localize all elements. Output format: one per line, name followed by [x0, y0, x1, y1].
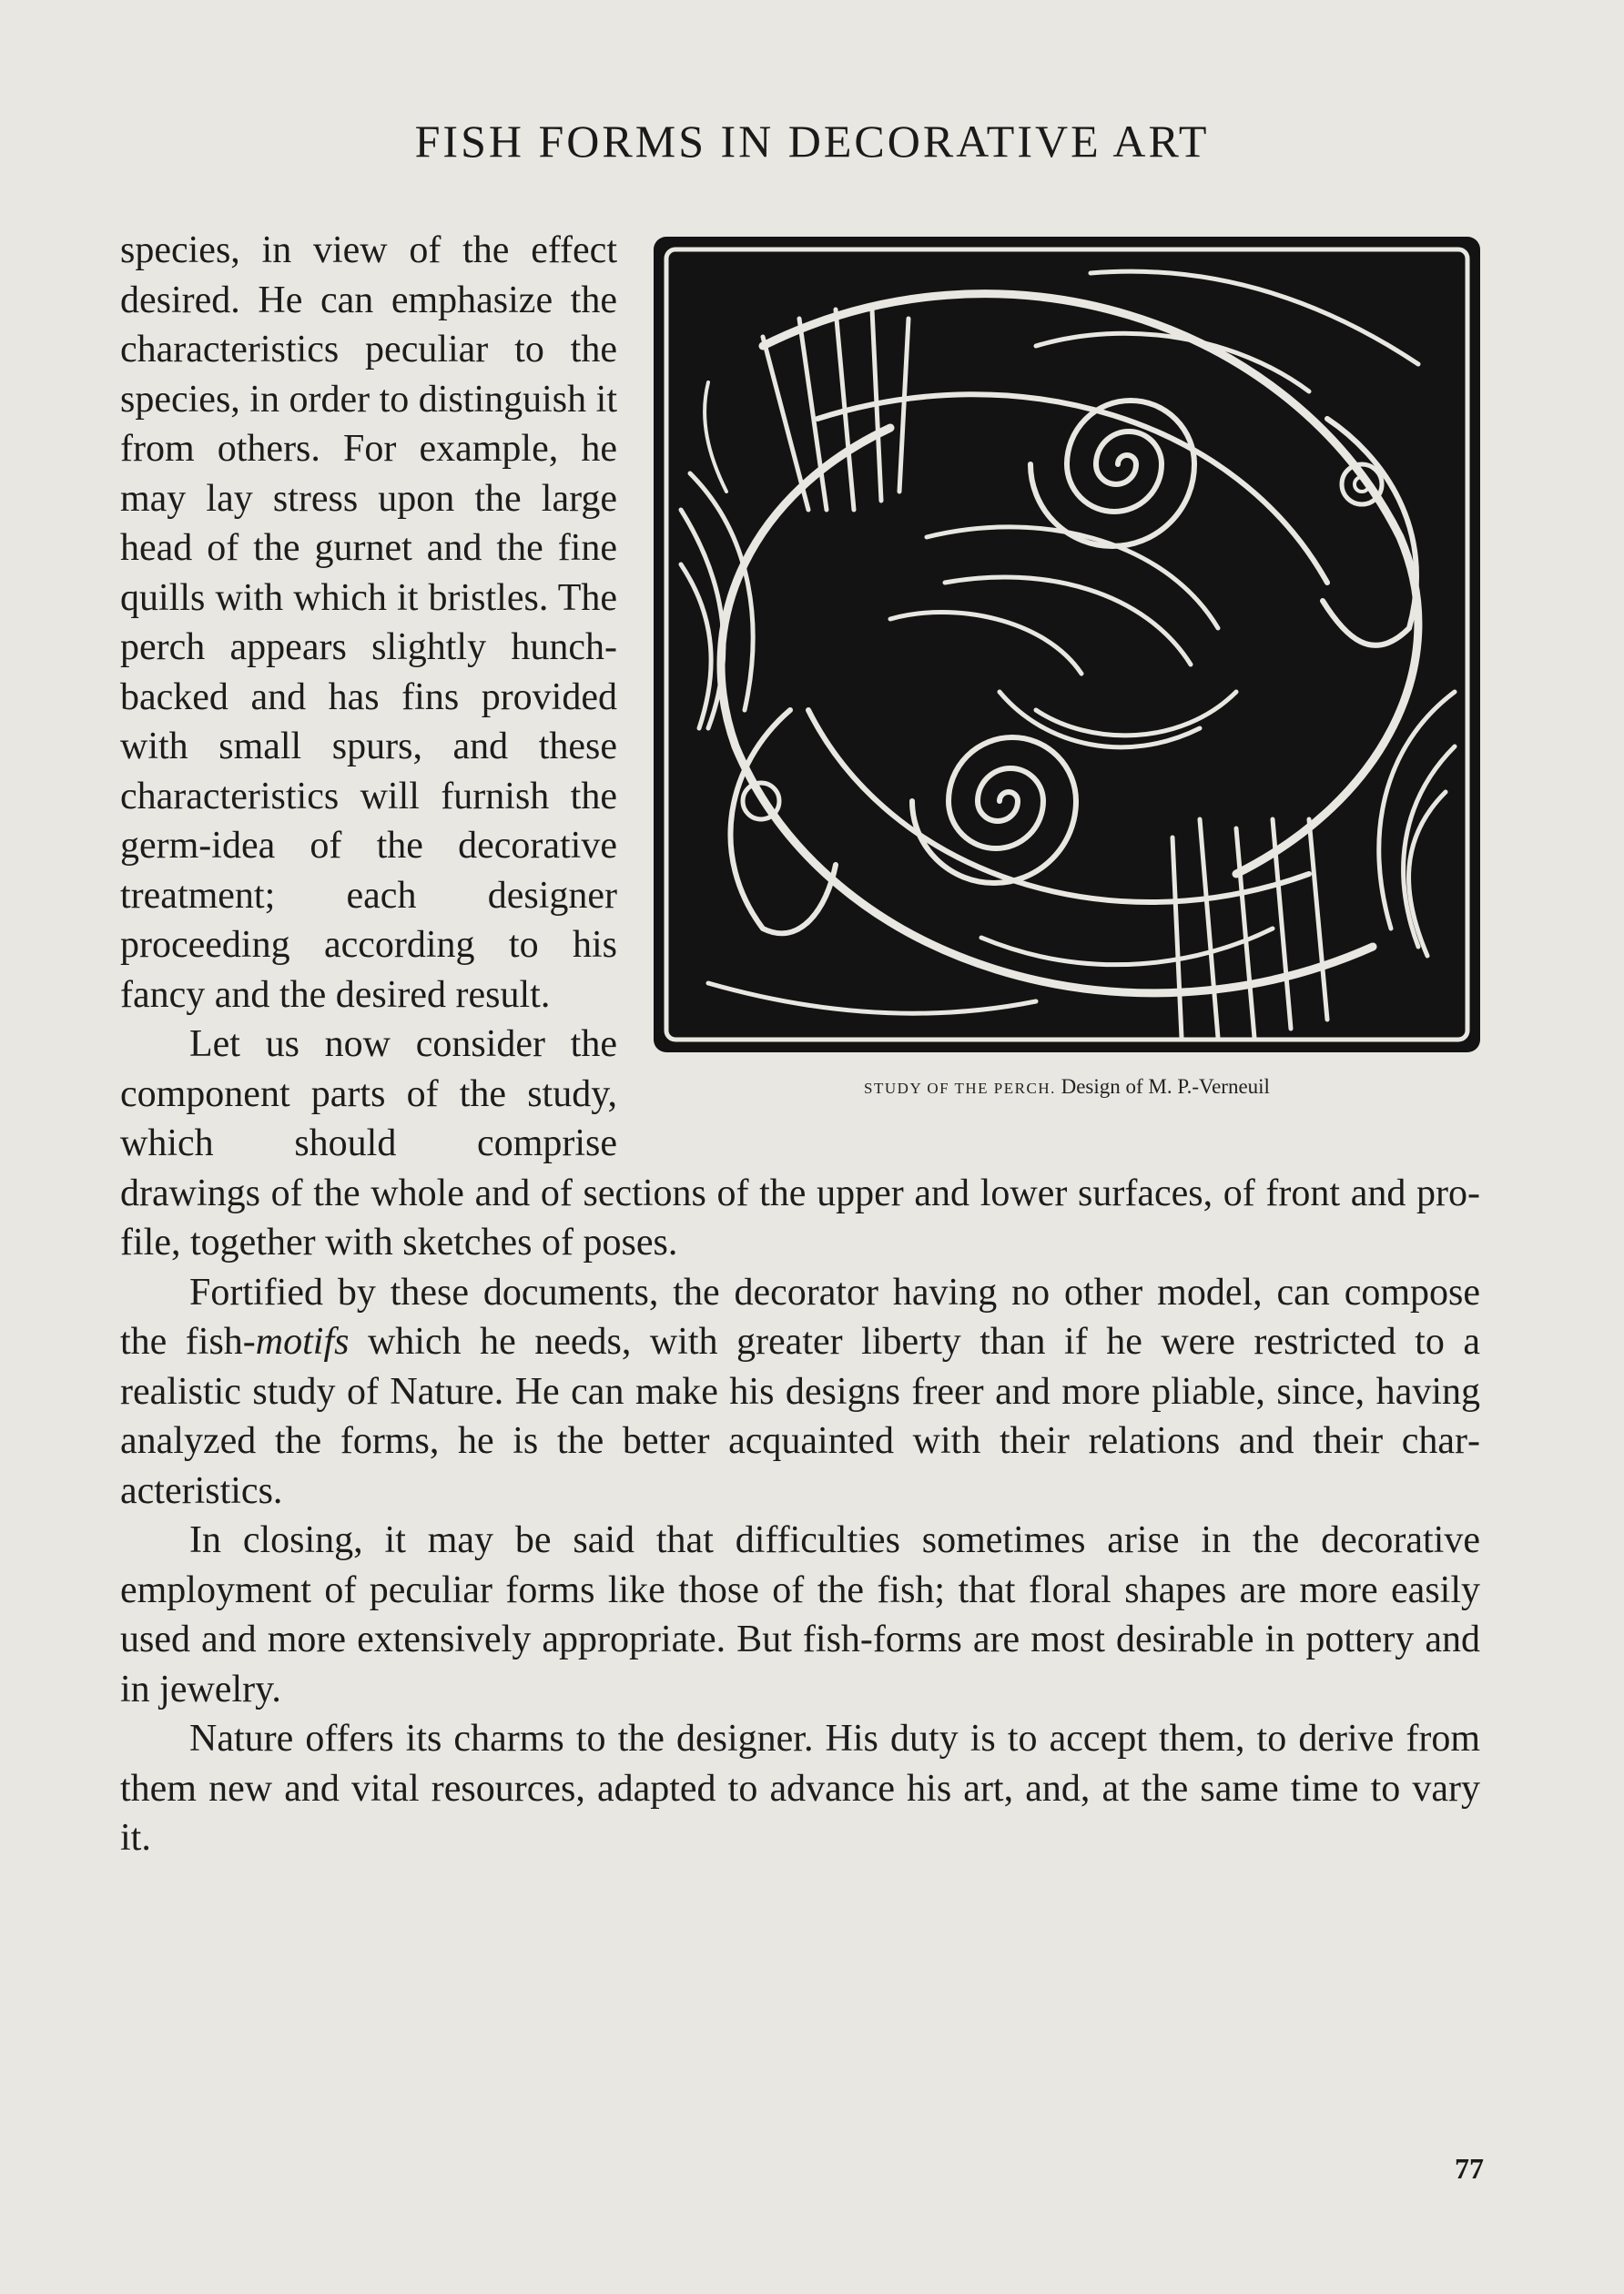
perch-illustration: [654, 237, 1480, 1052]
paragraph-1: species, in view of the effect desired. He can emphasize the characteristics peculiar to the species, in order to distinguish it from others. For example, he may lay stress upon the large head of the gurnet and the fine quills with which it bristles. The perch appears slightly hunchbacked and has fins provided with small spurs, and these characteristics will furnish the germ-idea of the decorative treatment; each designer proceeding according to his fancy and the desired result.: [120, 229, 617, 1016]
paragraph-3: [120, 1268, 1480, 1517]
body-text: [120, 226, 1480, 1863]
paragraph-3-text-b: which he needs, with greater liberty than if he were restricted to a realistic study of Nature. He can make his designs freer and more pliable, since, having analyzed the forms, he is the better acquainted with their relations and their characteristics.: [120, 1321, 1480, 1512]
paragraph-5: Nature offers its charms to the designer. His duty is to accept them, to derive from them new and vital resources, adapted to advance his art, and, at the same time to vary it.: [120, 1718, 1480, 1859]
caption-credit: Design of M. P.-Verneuil: [1061, 1075, 1270, 1098]
page-number: 77: [1455, 2152, 1484, 2185]
paragraph-3-italic: motifs: [255, 1321, 350, 1363]
figure-caption: [654, 1074, 1480, 1101]
paragraph-4: In closing, it may be said that difficulties sometimes arise in the decorative employment of peculiar forms like those of the fish; that floral shapes are more easily used and more extensively appropriate. But fish-forms are most desirable in pottery and in jewelry.: [120, 1519, 1480, 1710]
perch-woodcut-graphic: [654, 237, 1480, 1052]
running-header: FISH FORMS IN DECORATIVE ART: [414, 116, 1210, 167]
caption-title: STUDY OF THE PERCH.: [864, 1080, 1056, 1097]
figure: [654, 237, 1480, 1120]
paragraph-3-text-a: Fortified by these documents, the decorator having no other model, can compose the fish-: [120, 1271, 1480, 1363]
paragraph-2: Let us now consider the component parts of the study, which should comprise drawings of the whole and of sections of the upper and lower surfaces, of front and profile, together with sketches of poses.: [120, 1023, 1480, 1264]
